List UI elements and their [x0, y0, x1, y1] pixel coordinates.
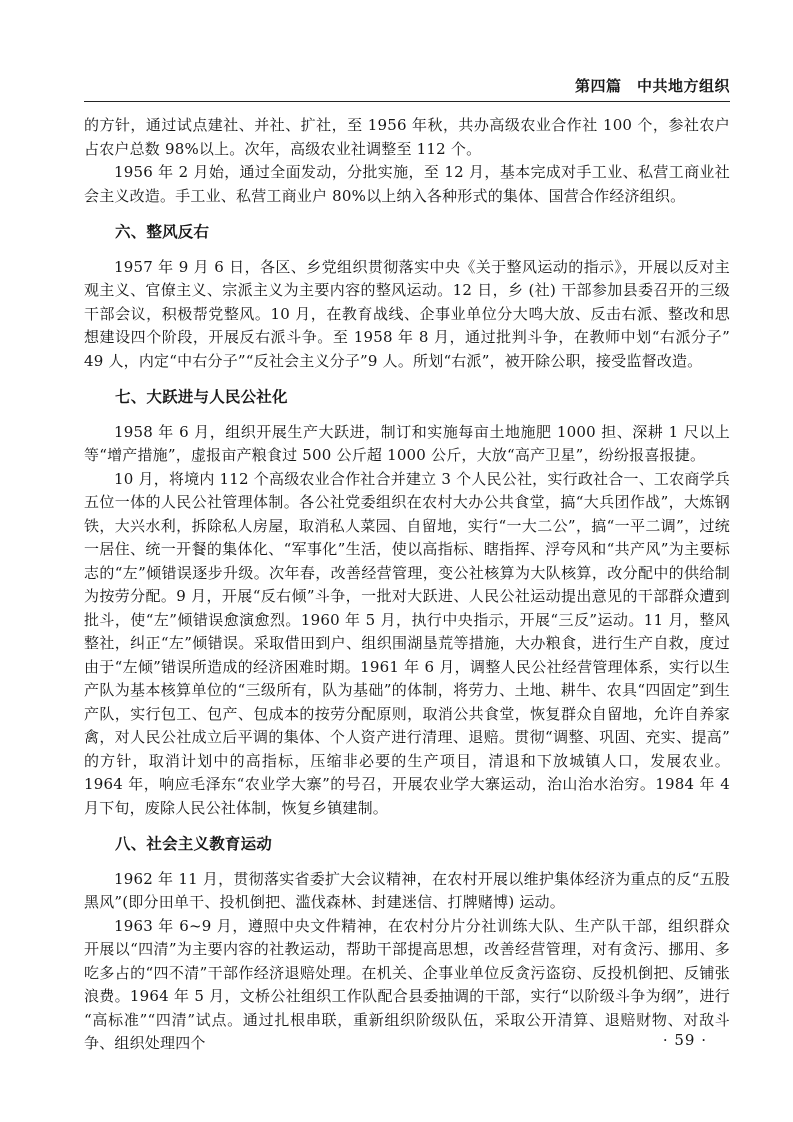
page-number: · 59 · — [662, 1031, 707, 1049]
section-heading-8: 八、社会主义教育运动 — [115, 835, 273, 853]
body-paragraph: 1956 年 2 月始，通过全面发动，分批实施，至 12 月，基本完成对手工业、私营工商业社会主义改造。手工业、私营工商业户 80%以上纳入各种形式的集体、国营合作经济组织。 — [84, 163, 730, 205]
section-heading-6: 六、整风反右 — [115, 223, 210, 241]
body-paragraph: 1963 年 6~9 月，遵照中央文件精神，在农村分片分社训练大队、生产队干部，组织群众开展以“四清”为主要内容的社教运动，帮助干部提高思想，改善经营管理，对有贪污、挪用、多吃多占的“四不清”干部作经济退赔处理。在机关、企事业单位反贪污盗窃、反投机倒把、反铺张浪费。1964 年 5 月，文桥公社组织工作队配合县委抽调的干部，实行“以阶级斗争为纲”，进行“高标准”“四清”试点。通过扎根串联，重新组织阶级队伍，采取公开清算、退赔财物、对敌斗争、组织处理四个 — [84, 916, 730, 1052]
body-paragraph: 1957 年 9 月 6 日，各区、乡党组织贯彻落实中央《关于整风运动的指示》，开展以反对主观主义、官僚主义、宗派主义为主要内容的整风运动。12 日，乡 (社) 干部参加县委召开的三级干部会议，积极帮党整风。10 月，在教育战线、企事业单位分大鸣大放、反击右派、整改和思想建设四个阶段，开展反右派斗争。至 1958 年 8 月，通过批判斗争，在教师中划“右派分子”49 人，内定“中右分子”“反社会主义分子”9 人。所划“右派”，被开除公职，接受监督改造。 — [84, 257, 730, 370]
body-paragraph: 1958 年 6 月，组织开展生产大跃进，制订和实施每亩土地施肥 1000 担、深耕 1 尺以上等“增产措施”，虚报亩产粮食过 500 公斤超 1000 公斤，大放“高产卫星”，纷纷报喜报捷。 — [84, 422, 730, 464]
body-paragraph: 10 月，将境内 112 个高级农业合作社合并建立 3 个人民公社，实行政社合一、工农商学兵五位一体的人民公社管理体制。各公社党委组织在农村大办公共食堂，搞“大兵团作战”，大炼钢铁，大兴水利，拆除私人房屋，取消私人菜园、自留地，实行“一大二公”，搞“一平二调”，过统一居住、统一开餐的集体化、“军事化”生活，使以高指标、瞎指挥、浮夸风和“共产风”为主要标志的“左”倾错误逐步升级。次年春，改善经营管理，变公社核算为大队核算，改分配中的供给制为按劳分配。9 月，开展“反右倾”斗争，一批对大跃进、人民公社运动提出意见的干部群众遭到批斗，使“左”倾错误愈演愈烈。1960 年 5 月，执行中央指示，开展“三反”运动。11 月，整风整社，纠正“左”倾错误。采取借田到户、组织围湖垦荒等措施，大办粮食，进行生产自救，度过由于“左倾”错误所造成的经济困难时期。1961 年 6 月，调整人民公社经营管理体系，实行以生产队为基本核算单位的“三级所有，队为基础”的体制，将劳力、土地、耕牛、农具“四固定”到生产队，实行包工、包产、包成本的按劳分配原则，取消公共食堂，恢复群众自留地，允许自养家禽，对人民公社成立后平调的集体、个人资产进行清理、退赔。贯彻“调整、巩固、充实、提高”的方针，取消计划中的高指标，压缩非必要的生产项目，清退和下放城镇人口，发展农业。1964 年，响应毛泽东“农业学大寨”的号召，开展农业学大寨运动，治山治水治穷。1984 年 4 月下旬，废除人民公社体制，恢复乡镇建制。 — [84, 469, 730, 817]
running-head-section-title: 第四篇 中共地方组织 — [574, 77, 730, 95]
page-body — [84, 114, 730, 1056]
header-rule — [84, 101, 730, 102]
section-heading-7: 七、大跃进与人民公社化 — [115, 388, 288, 406]
body-paragraph: 1962 年 11 月，贯彻落实省委扩大会议精神，在农村开展以维护集体经济为重点的反“五股黑风”(即分田单干、投机倒把、滥伐森林、封建迷信、打牌赌博) 运动。 — [84, 869, 730, 911]
body-paragraph-continuation: 的方针，通过试点建社、并社、扩社，至 1956 年秋，共办高级农业合作社 100 个，参社农户占农户总数 98%以上。次年，高级农业社调整至 112 个。 — [84, 116, 730, 158]
